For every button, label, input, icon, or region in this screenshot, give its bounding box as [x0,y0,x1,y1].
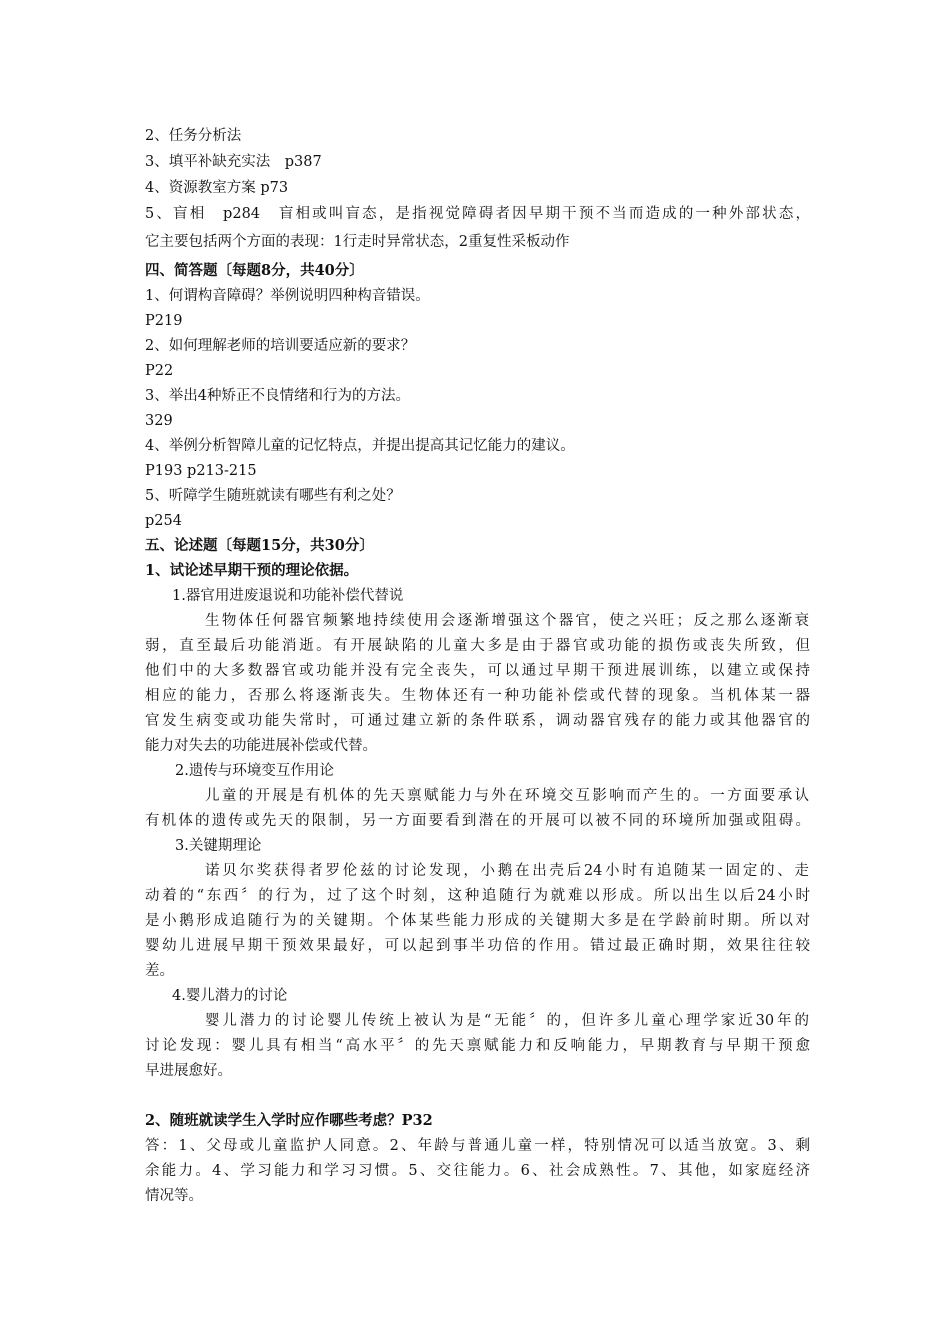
subsection-title: 4.婴儿潜力的讨论 [172,988,288,1004]
paragraph-line: 相应的能力，否那么将逐渐丧失。生物体还有一种功能补偿或代替的现象。当机体某一器 [145,688,810,704]
paragraph-line: 弱，直至最后功能消逝。有开展缺陷的儿童大多是由于器官或功能的损伤或丧失所致，但 [145,638,810,654]
answer-ref: P219 [145,313,183,329]
question: 1、何谓构音障碍？举例说明四种构音错误。 [145,288,430,304]
paragraph-line: 有机体的遗传或先天的限制，另一方面要看到潜在的开展可以被不同的环境所加强或阻碍。 [145,813,810,829]
answer-ref: P22 [145,363,174,379]
subsection-title: 2.遗传与环境变互作用论 [175,763,334,779]
paragraph-line: 能力对失去的功能进展补偿或代替。 [145,738,377,754]
question: 5、听障学生随班就读有哪些有利之处？ [145,488,401,504]
paragraph-line: 他们中的大多数器官或功能并没有完全丧失，可以通过早期干预进展训练，以建立或保持 [145,663,810,679]
question: 4、举例分析智障儿童的记忆特点，并提出提高其记忆能力的建议。 [145,438,575,454]
answer-line: 余能力。4、学习能力和学习习惯。5、交往能力。6、社会成熟性。7、其他，如家庭经济 [145,1163,810,1179]
term-item: 5、盲相 p284 盲相或叫盲态，是指视觉障碍者因早期干预不当而造成的一种外部状态， [145,206,810,222]
subsection-title: 1.器官用进废退说和功能补偿代替说 [172,588,404,604]
question: 3、举出4种矫正不良情绪和行为的方法。 [145,388,410,404]
section-heading: 五、论述题〔每题15分，共30分〕 [145,537,374,554]
term-item: 2、任务分析法 [145,128,242,144]
essay-question-title: 2、随班就读学生入学时应作哪些考虑？P32 [145,1112,433,1129]
paragraph-line: 动着的“东西〞的行为，过了这个时刻，这种追随行为就难以形成。所以出生以后24小时 [145,888,810,904]
term-item: 4、资源教室方案 p73 [145,180,289,196]
answer-line: 答：1、父母或儿童监护人同意。2、年龄与普通儿童一样，特别情况可以适当放宽。3、剩 [145,1138,810,1154]
subsection-title: 3.关键期理论 [175,838,262,854]
term-item: 3、填平补缺充实法 p387 [145,154,322,170]
paragraph-line: 儿童的开展是有机体的先天禀赋能力与外在环境交互影响而产生的。一方面要承认 [205,788,809,804]
paragraph-line: 讨论发现：婴儿具有相当“高水平〞的先天禀赋能力和反响能力，早期教育与早期干预愈 [145,1038,810,1054]
question: 2、如何理解老师的培训要适应新的要求？ [145,338,416,354]
paragraph-line: 官发生病变或功能失常时，可通过建立新的条件联系，调动器官残存的能力或其他器官的 [145,713,810,729]
answer-ref: P193 p213-215 [145,463,257,479]
paragraph-line: 生物体任何器官频繁地持续使用会逐渐增强这个器官，使之兴旺；反之那么逐渐衰 [205,613,809,629]
term-item-continued: 它主要包括两个方面的表现：1行走时异常状态，2重复性采板动作 [145,234,570,250]
paragraph-line: 婴幼儿进展早期干预效果最好，可以起到事半功倍的作用。错过最正确时期，效果往往较 [145,938,810,954]
answer-line: 情况等。 [145,1188,203,1204]
paragraph-line: 早进展愈好。 [145,1063,232,1079]
answer-ref: 329 [145,413,173,429]
answer-ref: p254 [145,513,182,529]
paragraph-line: 差。 [145,963,174,979]
paragraph-line: 诺贝尔奖获得者罗伦兹的讨论发现，小鹅在出壳后24小时有追随某一固定的、走 [205,863,809,879]
section-heading: 四、简答题〔每题8分，共40分〕 [145,262,364,279]
essay-question-title: 1、试论述早期干预的理论依据。 [145,562,359,579]
paragraph-line: 是小鹅形成追随行为的关键期。个体某些能力形成的关键期大多是在学龄前时期。所以对 [145,913,810,929]
paragraph-line: 婴儿潜力的讨论婴儿传统上被认为是“无能〞的，但许多儿童心理学家近30年的 [205,1013,809,1029]
